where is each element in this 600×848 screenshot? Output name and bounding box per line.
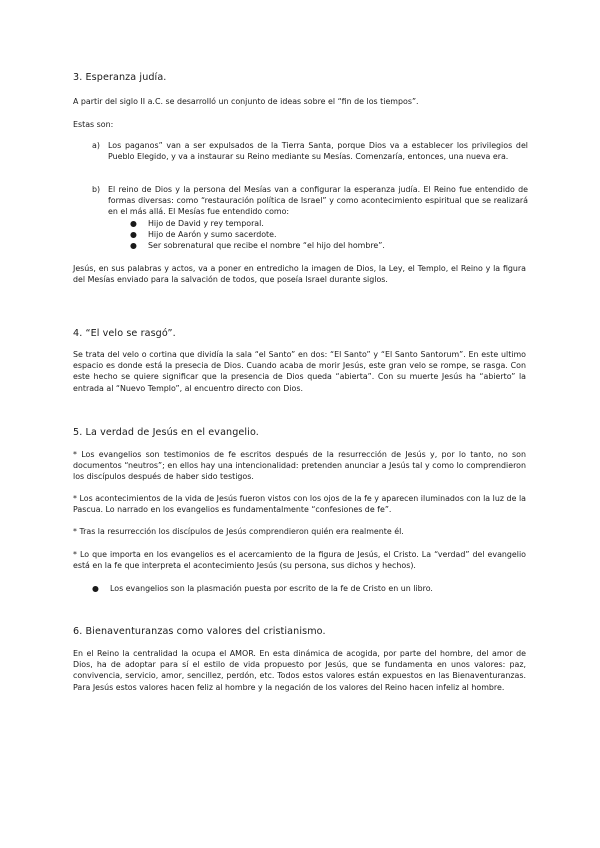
section-3-heading: 3. Esperanza judía. xyxy=(73,72,167,83)
section-5-heading: 5. La verdad de Jesús en el evangelio. xyxy=(73,427,259,438)
list-item: ● Hijo de Aarón y sumo sacerdote. xyxy=(130,230,277,240)
list-item-a-text: Los paganos” van a ser expulsados de la Tierra Santa, porque Dios va a establecer los privilegios del Pueblo Elegido, y va a instaurar su Reino mediante su Mesías. Comenzaría, entonces, una nueva era. xyxy=(108,141,528,162)
section-3-intro: A partir del siglo II a.C. se desarrolló un conjunto de ideas sobre el “fin de los tiempos”. xyxy=(73,97,419,106)
list-item-b xyxy=(92,184,528,218)
bullet-icon: ● xyxy=(130,219,137,228)
section-5-p2: * Los acontecimientos de la vida de Jesús fueron vistos con los ojos de la fe y aparecen iluminados con la luz de la Pascua. Lo narrado en los evangelios es fundamentalmente “confesiones de fe”. xyxy=(73,494,526,515)
section-5-p3: * Tras la resurrección los discípulos de Jesús comprendieron quién era realmente él. xyxy=(73,527,404,536)
list-marker-b: b) xyxy=(92,185,101,194)
section-5-p1: * Los evangelios son testimonios de fe escritos después de la resurrección de Jesús y, por lo tanto, no son documentos “neutros”; en ellos hay una intencionalidad: pretenden anunciar a Jesús tal y como lo comprendieron los discípulos después de haber sido testigos. xyxy=(73,450,526,482)
bullet-icon: ● xyxy=(130,230,137,240)
bullet-icon: ● xyxy=(92,584,99,593)
section-5-p4: * Lo que importa en los evangelios es el acercamiento de la figura de Jesús, el Cristo. La “verdad” del evangelio está en la fe que interpreta el acontecimiento Jesús (su persona, sus dichos y hechos). xyxy=(73,550,526,571)
section-6-heading: 6. Bienaventuranzas como valores del cristianismo. xyxy=(73,626,326,637)
list-item-a xyxy=(92,140,528,162)
section-4-heading: 4. “El velo se rasgó”. xyxy=(73,328,176,339)
section-3-estas-son: Estas son: xyxy=(73,120,114,129)
list-item: ● Ser sobrenatural que recibe el nombre “el hijo del hombre”. xyxy=(130,241,385,251)
section-3-closing: Jesús, en sus palabras y actos, va a poner en entredicho la imagen de Dios, la Ley, el Templo, el Reino y la figura del Mesías enviado para la salvación de todos, que poseía Israel durante siglos. xyxy=(73,264,526,285)
list-marker-a: a) xyxy=(92,141,100,150)
section-5-bullet xyxy=(92,583,528,594)
list-item-b-text: El reino de Dios y la persona del Mesías van a configurar la esperanza judía. El Reino fue entendido de formas diversas: como “restauración política de Israel” y como acontecimiento espiritual que se realizará en el más allá. El Mesías fue entendido como: xyxy=(108,185,528,217)
bullet-icon: ● xyxy=(130,241,137,251)
list-item: ● Hijo de David y rey temporal. xyxy=(130,219,264,228)
section-4-body: Se trata del velo o cortina que dividía la sala “el Santo” en dos: “El Santo” y “El Santo Santorum”. En este ultimo espacio es donde está la presecia de Dios. Cuando acaba de morir Jesús, este gran velo se rompe, se rasga. Con este hecho se quiere significar que la presencia de Dios queda “abierta”. Con su muerte Jesús ha “abierto” la entrada al “Nuevo Templo”, al encuentro directo con Dios. xyxy=(73,350,526,393)
section-5-bullet-text: Los evangelios son la plasmación puesta por escrito de la fe de Cristo en un libro. xyxy=(110,584,433,593)
section-6-body: En el Reino la centralidad la ocupa el AMOR. En esta dinámica de acogida, por parte del hombre, del amor de Dios, ha de adoptar para sí el estilo de vida propuesto por Jesús, que se fundamenta en unos valores: paz, convivencia, servicio, amor, sencillez, perdón, etc. Todos estos valores están expuestos en las Bienaventuranzas. Para Jesús estos valores hacen feliz al hombre y la negación de los valores del Reino hacen infeliz al hombre. xyxy=(73,649,526,692)
mesias-bullet-list xyxy=(130,218,385,252)
